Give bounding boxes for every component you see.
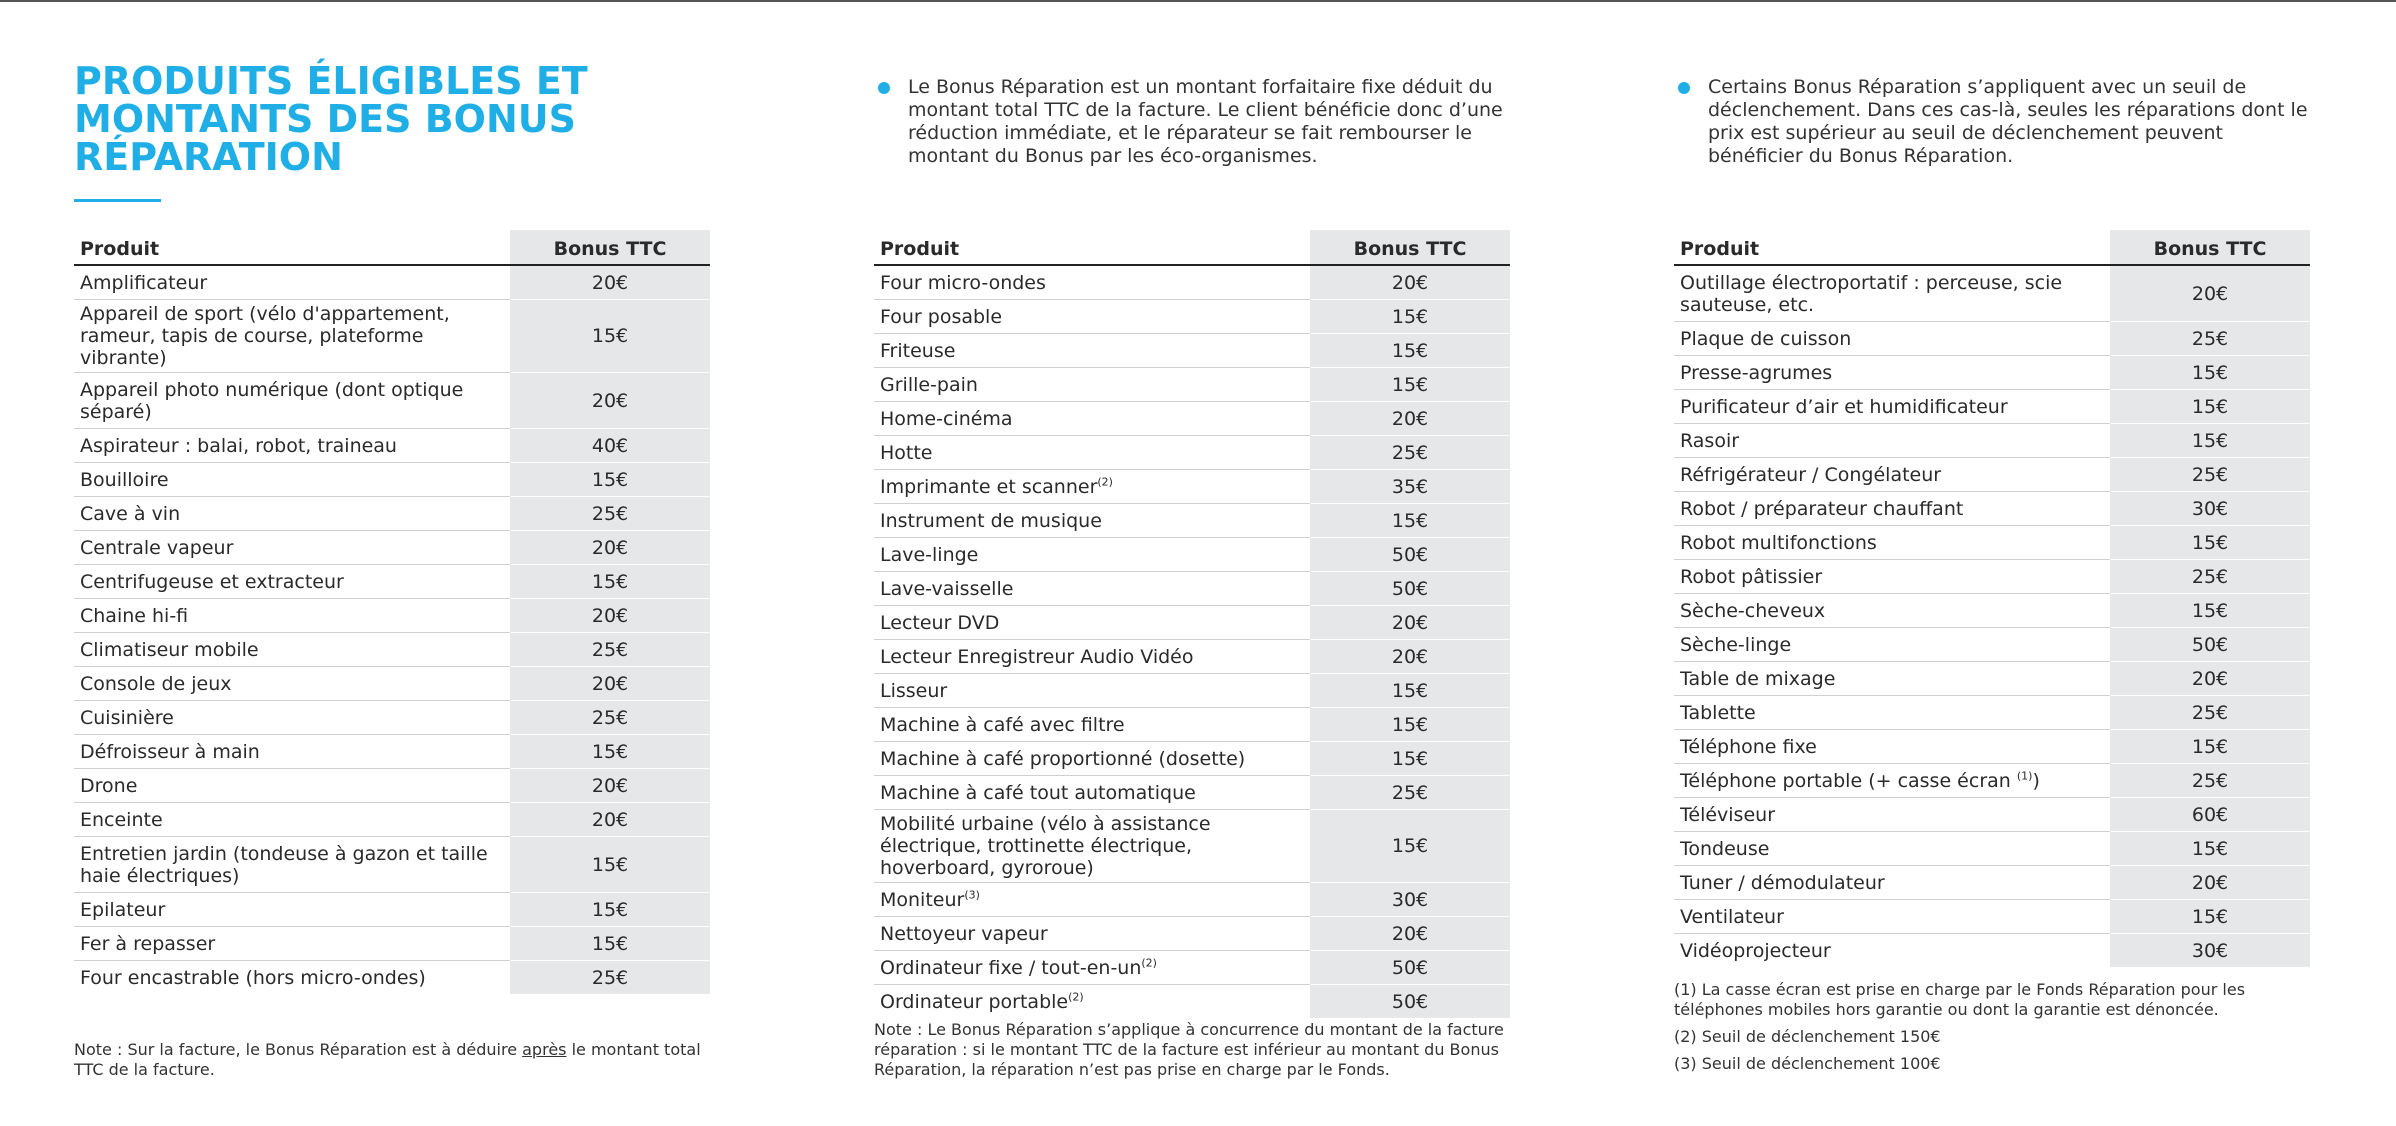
product-cell — [1674, 730, 2110, 764]
bonus-cell: 15€ — [1310, 708, 1510, 742]
table-row — [74, 373, 710, 429]
product-name: Centrale vapeur — [80, 536, 234, 559]
table-row — [874, 883, 1510, 917]
bonus-cell: 25€ — [2110, 560, 2310, 594]
bonus-cell: 30€ — [1310, 883, 1510, 917]
product-name: Appareil de sport (vélo d'appartement, rameur, tapis de course, plateforme vibrante) — [80, 303, 450, 369]
product-name: Robot pâtissier — [1680, 565, 1823, 588]
table-row — [874, 606, 1510, 640]
table-row — [1674, 356, 2310, 390]
note-text: le montant total TTC de la facture. — [74, 1040, 701, 1079]
table-row — [1674, 798, 2310, 832]
footnote-marker: (2) — [1097, 475, 1113, 489]
table-row — [874, 951, 1510, 985]
product-name: Centrifugeuse et extracteur — [80, 570, 344, 593]
table-row — [74, 961, 710, 995]
column-header-product: Produit — [74, 230, 510, 265]
bonus-cell: 50€ — [2110, 628, 2310, 662]
table-row — [874, 265, 1510, 300]
bonus-cell: 20€ — [2110, 265, 2310, 322]
table-row — [874, 572, 1510, 606]
product-cell — [74, 265, 510, 300]
table-row — [874, 674, 1510, 708]
column-header-product: Produit — [1674, 230, 2110, 265]
bonus-cell: 15€ — [2110, 356, 2310, 390]
product-cell — [1674, 662, 2110, 696]
bonus-cell: 20€ — [1310, 917, 1510, 951]
footnote-marker: (2) — [1068, 990, 1084, 1004]
product-cell — [74, 565, 510, 599]
product-name: Rasoir — [1680, 429, 1740, 452]
product-name: Machine à café proportionné (dosette) — [880, 747, 1246, 770]
product-name: Moniteur — [880, 888, 965, 911]
bonus-cell: 15€ — [1310, 674, 1510, 708]
table-row — [1674, 424, 2310, 458]
bonus-cell: 30€ — [2110, 934, 2310, 968]
product-name: Fer à repasser — [80, 932, 216, 955]
title-line: PRODUITS ÉLIGIBLES ET — [74, 59, 588, 103]
table-row — [874, 640, 1510, 674]
bonus-cell: 15€ — [1310, 504, 1510, 538]
bonus-cell: 15€ — [510, 565, 710, 599]
table-row — [874, 985, 1510, 1019]
product-name: Lave-vaisselle — [880, 577, 1014, 600]
bonus-cell: 50€ — [1310, 572, 1510, 606]
product-cell — [874, 985, 1310, 1019]
table-row — [1674, 764, 2310, 798]
bonus-cell: 25€ — [1310, 436, 1510, 470]
table-row — [1674, 662, 2310, 696]
product-name: Outillage électroportatif : perceuse, scie sauteuse, etc. — [1680, 271, 2063, 316]
table-row — [874, 402, 1510, 436]
product-cell — [1674, 764, 2110, 798]
table-row — [874, 504, 1510, 538]
product-cell — [874, 640, 1310, 674]
table-row — [1674, 866, 2310, 900]
bonus-cell: 25€ — [2110, 764, 2310, 798]
product-cell — [1674, 798, 2110, 832]
product-cell — [74, 803, 510, 837]
product-name: Drone — [80, 774, 138, 797]
product-cell — [74, 701, 510, 735]
bonus-cell: 20€ — [2110, 866, 2310, 900]
table-row — [1674, 390, 2310, 424]
product-cell — [874, 300, 1310, 334]
product-name: Robot / préparateur chauffant — [1680, 497, 1964, 520]
product-cell — [74, 735, 510, 769]
product-cell — [1674, 900, 2110, 934]
table-row — [74, 837, 710, 893]
bonus-cell: 25€ — [510, 701, 710, 735]
product-cell — [1674, 322, 2110, 356]
table-row — [874, 538, 1510, 572]
note-deduction — [74, 1040, 704, 1080]
product-cell — [874, 951, 1310, 985]
product-name: Tablette — [1680, 701, 1756, 724]
table-row — [1674, 934, 2310, 968]
product-cell — [874, 606, 1310, 640]
product-cell — [74, 531, 510, 565]
table-row — [874, 708, 1510, 742]
column-header-bonus: Bonus TTC — [510, 230, 710, 265]
product-cell — [74, 893, 510, 927]
product-cell — [874, 742, 1310, 776]
bonus-cell: 20€ — [1310, 402, 1510, 436]
product-cell — [874, 810, 1310, 883]
product-name: Purificateur d’air et humidificateur — [1680, 395, 2008, 418]
product-name: Grille-pain — [880, 373, 978, 396]
bonus-cell: 15€ — [510, 837, 710, 893]
product-cell — [1674, 492, 2110, 526]
product-name: Machine à café avec filtre — [880, 713, 1125, 736]
product-name: Epilateur — [80, 898, 166, 921]
bonus-cell: 20€ — [2110, 662, 2310, 696]
product-cell — [874, 470, 1310, 504]
bonus-cell: 15€ — [510, 893, 710, 927]
title-underline — [74, 199, 161, 202]
bonus-cell: 25€ — [510, 961, 710, 995]
product-name: Presse-agrumes — [1680, 361, 1833, 384]
bonus-cell: 25€ — [2110, 696, 2310, 730]
product-name: Four posable — [880, 305, 1003, 328]
bonus-cell: 20€ — [510, 265, 710, 300]
bonus-cell: 20€ — [1310, 606, 1510, 640]
product-cell — [874, 572, 1310, 606]
product-cell — [74, 633, 510, 667]
table-row — [74, 265, 710, 300]
bonus-cell: 15€ — [510, 463, 710, 497]
table-row — [1674, 900, 2310, 934]
table-row — [74, 463, 710, 497]
table-row — [874, 300, 1510, 334]
product-name: Console de jeux — [80, 672, 232, 695]
product-name: Lave-linge — [880, 543, 979, 566]
product-name: Lisseur — [880, 679, 948, 702]
product-cell — [74, 667, 510, 701]
product-name: Téléphone fixe — [1680, 735, 1817, 758]
page-title — [74, 59, 634, 179]
product-cell — [874, 436, 1310, 470]
product-cell — [1674, 265, 2110, 322]
product-name: Cuisinière — [80, 706, 174, 729]
product-cell — [74, 769, 510, 803]
intro-paragraph — [874, 76, 1510, 168]
product-name: Ordinateur fixe / tout-en-un — [880, 956, 1142, 979]
bonus-cell: 15€ — [1310, 810, 1510, 883]
bullet-icon — [878, 82, 890, 94]
table-row — [74, 429, 710, 463]
product-cell — [874, 334, 1310, 368]
bonus-cell: 15€ — [2110, 594, 2310, 628]
bonus-cell: 20€ — [510, 803, 710, 837]
product-name: Four encastrable (hors micro-ondes) — [80, 966, 426, 989]
footnotes — [1674, 980, 2274, 1081]
bonus-cell: 15€ — [510, 927, 710, 961]
product-name: Amplificateur — [80, 271, 208, 294]
table-row — [1674, 322, 2310, 356]
table-row — [74, 565, 710, 599]
product-name: Téléviseur — [1680, 803, 1775, 826]
note-underlined-word: après — [522, 1040, 567, 1059]
product-cell — [74, 497, 510, 531]
bonus-cell: 15€ — [2110, 390, 2310, 424]
product-name: Imprimante et scanner — [880, 475, 1098, 498]
product-name: Hotte — [880, 441, 933, 464]
product-name: Table de mixage — [1680, 667, 1836, 690]
bonus-table-3 — [1674, 230, 2310, 967]
column-header-product: Produit — [874, 230, 1310, 265]
bonus-cell: 25€ — [510, 633, 710, 667]
product-cell — [1674, 934, 2110, 968]
bonus-table-2 — [874, 230, 1510, 1018]
table-row — [874, 810, 1510, 883]
bonus-cell: 40€ — [510, 429, 710, 463]
intro-paragraph — [1674, 76, 2310, 168]
product-name: Chaine hi-fi — [80, 604, 189, 627]
product-name: Mobilité urbaine (vélo à assistance électrique, trottinette électrique, hoverboard, gyroroue) — [880, 813, 1211, 879]
table-row — [74, 531, 710, 565]
product-name: Bouilloire — [80, 468, 169, 491]
product-name: Plaque de cuisson — [1680, 327, 1852, 350]
table-row — [874, 917, 1510, 951]
product-cell — [74, 961, 510, 995]
bonus-cell: 20€ — [1310, 265, 1510, 300]
table-row — [874, 368, 1510, 402]
product-name: Lecteur Enregistreur Audio Vidéo — [880, 645, 1194, 668]
bonus-table-1 — [74, 230, 710, 994]
product-cell — [74, 373, 510, 429]
table-row — [1674, 526, 2310, 560]
footnote: (3) Seuil de déclenchement 100€ — [1674, 1054, 1941, 1073]
bonus-cell: 15€ — [510, 300, 710, 373]
product-name: Tondeuse — [1680, 837, 1770, 860]
product-cell — [874, 265, 1310, 300]
bonus-cell: 15€ — [2110, 526, 2310, 560]
product-name: Défroisseur à main — [80, 740, 260, 763]
product-cell — [1674, 560, 2110, 594]
product-name-suffix: ) — [2032, 769, 2040, 792]
bonus-cell: 25€ — [1310, 776, 1510, 810]
table-row — [874, 742, 1510, 776]
product-cell — [874, 368, 1310, 402]
product-name: Tuner / démodulateur — [1680, 871, 1885, 894]
top-border-line — [0, 0, 2396, 2]
bonus-cell: 15€ — [1310, 742, 1510, 776]
bonus-cell: 20€ — [510, 769, 710, 803]
product-cell — [1674, 832, 2110, 866]
bonus-cell: 20€ — [510, 667, 710, 701]
product-cell — [1674, 390, 2110, 424]
table-row — [1674, 730, 2310, 764]
bonus-cell: 60€ — [2110, 798, 2310, 832]
table-row — [74, 735, 710, 769]
column-header-bonus: Bonus TTC — [1310, 230, 1510, 265]
bonus-cell: 25€ — [2110, 322, 2310, 356]
bonus-cell: 15€ — [1310, 368, 1510, 402]
table-row — [74, 497, 710, 531]
product-name: Home-cinéma — [880, 407, 1013, 430]
product-name: Aspirateur : balai, robot, traineau — [80, 434, 397, 457]
table-row — [1674, 696, 2310, 730]
footnote-marker: (1) — [2016, 769, 2033, 783]
product-name: Ventilateur — [1680, 905, 1784, 928]
product-name: Sèche-linge — [1680, 633, 1792, 656]
table-row — [74, 927, 710, 961]
table-row — [1674, 594, 2310, 628]
product-cell — [874, 776, 1310, 810]
product-cell — [74, 927, 510, 961]
title-line: MONTANTS DES BONUS — [74, 97, 577, 141]
product-name: Réfrigérateur / Congélateur — [1680, 463, 1942, 486]
product-cell — [874, 674, 1310, 708]
table-row — [74, 803, 710, 837]
product-name: Nettoyeur vapeur — [880, 922, 1048, 945]
bonus-cell: 30€ — [2110, 492, 2310, 526]
bonus-cell: 50€ — [1310, 538, 1510, 572]
bonus-cell: 50€ — [1310, 951, 1510, 985]
bonus-cell: 35€ — [1310, 470, 1510, 504]
product-cell — [874, 917, 1310, 951]
product-cell — [874, 402, 1310, 436]
product-cell — [74, 837, 510, 893]
table-row — [1674, 560, 2310, 594]
product-cell — [1674, 356, 2110, 390]
column-header-bonus: Bonus TTC — [2110, 230, 2310, 265]
product-name: Four micro-ondes — [880, 271, 1046, 294]
product-name: Enceinte — [80, 808, 163, 831]
product-cell — [874, 538, 1310, 572]
bonus-cell: 20€ — [510, 599, 710, 633]
product-name: Sèche-cheveux — [1680, 599, 1826, 622]
bonus-cell: 20€ — [510, 373, 710, 429]
bonus-cell: 15€ — [1310, 300, 1510, 334]
product-name: Climatiseur mobile — [80, 638, 259, 661]
bonus-cell: 15€ — [2110, 900, 2310, 934]
bonus-cell: 15€ — [2110, 832, 2310, 866]
bonus-cell: 50€ — [1310, 985, 1510, 1019]
product-cell — [874, 504, 1310, 538]
table-row — [1674, 458, 2310, 492]
footnote: (2) Seuil de déclenchement 150€ — [1674, 1027, 1941, 1046]
table-row — [74, 701, 710, 735]
product-name: Appareil photo numérique (dont optique séparé) — [80, 378, 464, 423]
product-name: Entretien jardin (tondeuse à gazon et taille haie électriques) — [80, 842, 488, 887]
table-row — [1674, 265, 2310, 322]
note-text: Note : Sur la facture, le Bonus Réparation est à déduire — [74, 1040, 523, 1059]
product-name: Machine à café tout automatique — [880, 781, 1196, 804]
product-cell — [74, 463, 510, 497]
product-cell — [1674, 458, 2110, 492]
product-name: Cave à vin — [80, 502, 181, 525]
product-cell — [1674, 526, 2110, 560]
table-row — [74, 599, 710, 633]
bonus-cell: 15€ — [510, 735, 710, 769]
product-cell — [1674, 594, 2110, 628]
table-row — [874, 470, 1510, 504]
table-row — [74, 893, 710, 927]
bonus-cell: 20€ — [1310, 640, 1510, 674]
product-name: Instrument de musique — [880, 509, 1102, 532]
product-cell — [1674, 424, 2110, 458]
bonus-cell: 20€ — [510, 531, 710, 565]
table-row — [74, 769, 710, 803]
product-name: Friteuse — [880, 339, 956, 362]
intro-text: Certains Bonus Réparation s’appliquent avec un seuil de déclenchement. Dans ces cas-là, seules les réparations dont le prix est supérieur au seuil de déclenchement peuvent bénéficier du Bonus Réparation. — [1708, 76, 2308, 167]
product-cell — [74, 429, 510, 463]
bonus-cell: 25€ — [2110, 458, 2310, 492]
product-cell — [874, 708, 1310, 742]
product-cell — [1674, 696, 2110, 730]
product-cell — [1674, 866, 2110, 900]
table-row — [1674, 628, 2310, 662]
product-cell — [74, 300, 510, 373]
footnote-marker: (3) — [964, 888, 980, 902]
table-row — [874, 334, 1510, 368]
intro-text: Le Bonus Réparation est un montant forfaitaire fixe déduit du montant total TTC de la facture. Le client bénéficie donc d’une réduction immédiate, et le réparateur se fait rembourser le montant du Bonus par les éco-organismes. — [908, 76, 1503, 167]
table-row — [74, 300, 710, 373]
bonus-cell: 15€ — [2110, 730, 2310, 764]
product-name: Lecteur DVD — [880, 611, 1000, 634]
table-row — [1674, 492, 2310, 526]
product-name: Robot multifonctions — [1680, 531, 1877, 554]
product-cell — [74, 599, 510, 633]
footnote: (1) La casse écran est prise en charge par le Fonds Réparation pour les téléphones mobiles hors garantie ou dont la garantie est dénoncée. — [1674, 980, 2246, 1019]
note-limit: Note : Le Bonus Réparation s’applique à concurrence du montant de la facture réparation : si le montant TTC de la facture est inférieur au montant du Bonus Réparation, la réparation n’est pas prise en charge par le Fonds. — [874, 1020, 1504, 1079]
product-name: Ordinateur portable — [880, 990, 1069, 1013]
product-cell — [1674, 628, 2110, 662]
table-row — [874, 436, 1510, 470]
product-cell — [874, 883, 1310, 917]
table-row — [874, 776, 1510, 810]
bonus-cell: 25€ — [510, 497, 710, 531]
table-row — [1674, 832, 2310, 866]
product-name: Téléphone portable (+ casse écran — [1680, 769, 2017, 792]
product-name: Vidéoprojecteur — [1680, 939, 1831, 962]
footnote-marker: (2) — [1141, 956, 1157, 970]
table-row — [74, 667, 710, 701]
title-line: RÉPARATION — [74, 135, 343, 179]
bonus-cell: 15€ — [2110, 424, 2310, 458]
bullet-icon — [1678, 82, 1690, 94]
bonus-cell: 15€ — [1310, 334, 1510, 368]
table-row — [74, 633, 710, 667]
